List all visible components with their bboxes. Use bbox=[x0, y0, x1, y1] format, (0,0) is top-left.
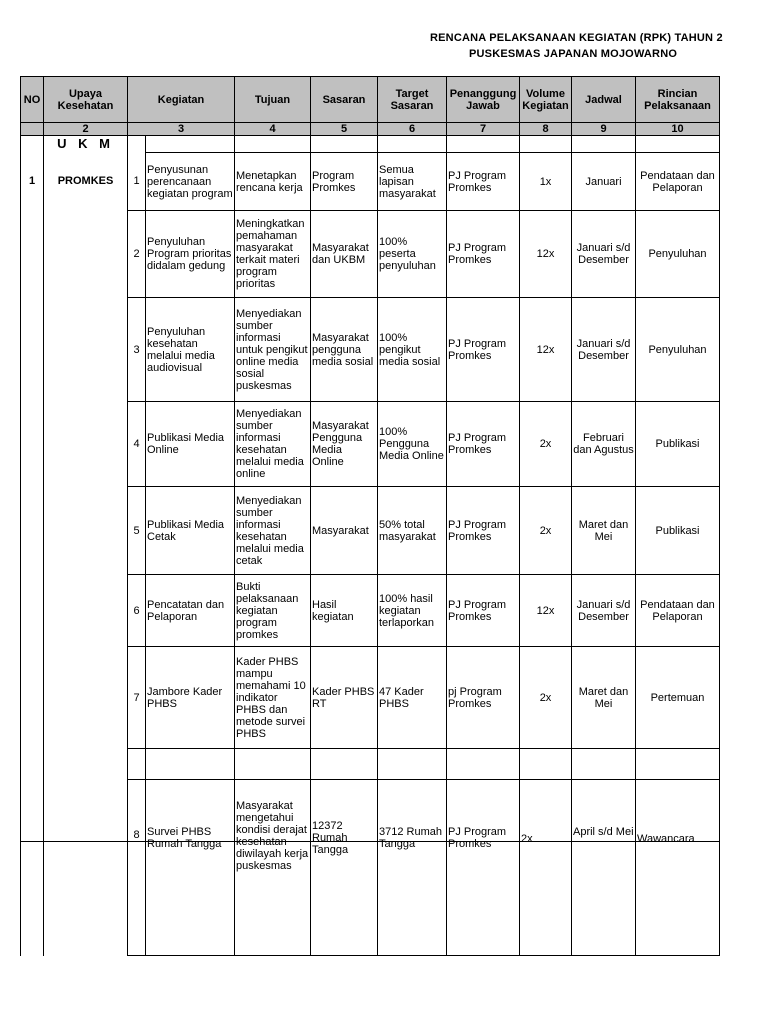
cell-kegiatan: Penyusunan perencanaan kegiatan program bbox=[146, 153, 235, 211]
cell-kegiatan: Penyuluhan Program prioritas didalam gedung bbox=[146, 211, 235, 298]
col-header-jadwal: Jadwal bbox=[572, 77, 636, 123]
cell-pj: PJ Program Promkes bbox=[447, 211, 520, 298]
row-number: 5 bbox=[128, 487, 146, 575]
cell-volume: 1x bbox=[520, 153, 572, 211]
cell-jadwal: Januari bbox=[572, 153, 636, 211]
cell-volume: 2x bbox=[520, 402, 572, 487]
section-cell bbox=[378, 136, 447, 153]
group-number-continued bbox=[21, 780, 44, 956]
group-number: 1 bbox=[21, 153, 44, 842]
cell-jadwal: Maret dan Mei bbox=[572, 487, 636, 575]
col-number: 2 bbox=[44, 123, 128, 136]
section-cell bbox=[128, 136, 146, 153]
section-row bbox=[21, 136, 720, 153]
cell-sasaran: Hasil kegiatan bbox=[311, 575, 378, 647]
cell-rincian: Penyuluhan bbox=[636, 298, 720, 402]
cell-target: 100% pengikut media sosial bbox=[378, 298, 447, 402]
cell-rincian: Pendataan dan Pelaporan bbox=[636, 575, 720, 647]
row-number: 1 bbox=[128, 153, 146, 211]
cell-tujuan: Masyarakat mengetahui kondisi derajat kesehatan diwilayah kerja puskesmas bbox=[235, 780, 311, 956]
row-number: 6 bbox=[128, 575, 146, 647]
cell-pj: PJ Program Promkes bbox=[447, 402, 520, 487]
section-cell bbox=[146, 136, 235, 153]
row-number: 2 bbox=[128, 211, 146, 298]
col-number: 10 bbox=[636, 123, 720, 136]
col-header-sasaran: Sasaran bbox=[311, 77, 378, 123]
row-number: 3 bbox=[128, 298, 146, 402]
cell-sasaran: Kader PHBS RT bbox=[311, 647, 378, 749]
col-number bbox=[21, 123, 44, 136]
cell-sasaran: Masyarakat Pengguna Media Online bbox=[311, 402, 378, 487]
cell-volume: 12x bbox=[520, 575, 572, 647]
cell-sasaran: 12372 Rumah Tangga bbox=[311, 780, 378, 956]
cell-kegiatan: Penyuluhan kesehatan melalui media audiovisual bbox=[146, 298, 235, 402]
cell-sasaran: Masyarakat pengguna media sosial bbox=[311, 298, 378, 402]
table-row bbox=[21, 780, 720, 956]
rpk-table-continuation bbox=[20, 779, 720, 956]
cell-jadwal: April s/d Mei bbox=[572, 780, 636, 956]
rpk-table bbox=[20, 76, 720, 842]
header-row bbox=[21, 77, 720, 123]
cell-jadwal: Maret dan Mei bbox=[572, 647, 636, 749]
cell-pj: PJ Program Promkes bbox=[447, 575, 520, 647]
cell-jadwal: Januari s/d Desember bbox=[572, 211, 636, 298]
cell-tujuan: Menetapkan rencana kerja bbox=[235, 153, 311, 211]
row-number: 4 bbox=[128, 402, 146, 487]
cell-tujuan: Bukti pelaksanaan kegiatan program promkes bbox=[235, 575, 311, 647]
col-number: 8 bbox=[520, 123, 572, 136]
cell-tujuan: Meningkatkan pemahaman masyarakat terkait materi program prioritas bbox=[235, 211, 311, 298]
col-header-no: NO bbox=[21, 77, 44, 123]
cell-kegiatan: Publikasi Media Cetak bbox=[146, 487, 235, 575]
section-cell bbox=[572, 136, 636, 153]
cell-rincian: Penyuluhan bbox=[636, 211, 720, 298]
cell-target: 100% hasil kegiatan terlaporkan bbox=[378, 575, 447, 647]
group-upaya-continued bbox=[44, 780, 128, 956]
col-number: 3 bbox=[128, 123, 235, 136]
col-header-rincian: Rincian Pelaksanaan bbox=[636, 77, 720, 123]
cell-jadwal: Januari s/d Desember bbox=[572, 298, 636, 402]
cell-target: 50% total masyarakat bbox=[378, 487, 447, 575]
cell-target: 47 Kader PHBS bbox=[378, 647, 447, 749]
row-number bbox=[128, 780, 146, 956]
cell-sasaran: Masyarakat dan UKBM bbox=[311, 211, 378, 298]
cell-volume: 2x bbox=[520, 647, 572, 749]
cell-jadwal: Februari dan Agustus bbox=[572, 402, 636, 487]
row-number: 7 bbox=[128, 647, 146, 749]
col-header-tujuan: Tujuan bbox=[235, 77, 311, 123]
document-subtitle: PUSKESMAS JAPANAN MOJOWARNO bbox=[469, 48, 678, 60]
group-upaya: PROMKES bbox=[44, 153, 128, 842]
cell-pj: PJ Program Promkes bbox=[447, 298, 520, 402]
cell-rincian: Pendataan dan Pelaporan bbox=[636, 153, 720, 211]
section-cell bbox=[311, 136, 378, 153]
cell-kegiatan: Publikasi Media Online bbox=[146, 402, 235, 487]
cell-sasaran: Program Promkes bbox=[311, 153, 378, 211]
section-cell bbox=[636, 136, 720, 153]
cell-volume: 12x bbox=[520, 211, 572, 298]
cell-target: 100% peserta penyuluhan bbox=[378, 211, 447, 298]
cell-rincian: Wawancara bbox=[636, 780, 720, 956]
cell-jadwal: Januari s/d Desember bbox=[572, 575, 636, 647]
cell-pj: PJ Program Promkes bbox=[447, 487, 520, 575]
col-header-upaya: Upaya Kesehatan bbox=[44, 77, 128, 123]
col-header-target: Target Sasaran bbox=[378, 77, 447, 123]
col-number: 6 bbox=[378, 123, 447, 136]
cell-tujuan: Menyediakan sumber informasi untuk pengikut online media sosial puskesmas bbox=[235, 298, 311, 402]
cell-target: 3712 Rumah Tangga bbox=[378, 780, 447, 956]
section-cell bbox=[447, 136, 520, 153]
column-number-row bbox=[21, 123, 720, 136]
cell-rincian: Publikasi bbox=[636, 402, 720, 487]
cell-tujuan: Kader PHBS mampu memahami 10 indikator PHBS dan metode survei PHBS bbox=[235, 647, 311, 749]
col-header-pj: Penanggung Jawab bbox=[447, 77, 520, 123]
cell-target: Semua lapisan masyarakat bbox=[378, 153, 447, 211]
cell-tujuan: Menyediakan sumber informasi kesehatan melalui media cetak bbox=[235, 487, 311, 575]
cell-pj: PJ Program Promkes bbox=[447, 780, 520, 956]
col-header-volume: Volume Kegiatan bbox=[520, 77, 572, 123]
section-label: U K M bbox=[44, 136, 128, 153]
section-cell bbox=[21, 136, 44, 153]
cell-pj: pj Program Promkes bbox=[447, 647, 520, 749]
cell-volume: 2x bbox=[520, 487, 572, 575]
cell-kegiatan: Survei PHBS Rumah Tangga bbox=[146, 780, 235, 956]
cell-kegiatan: Pencatatan dan Pelaporan bbox=[146, 575, 235, 647]
cell-rincian: Publikasi bbox=[636, 487, 720, 575]
col-number: 5 bbox=[311, 123, 378, 136]
row-number: 8 bbox=[128, 749, 146, 842]
cell-volume: 2x bbox=[520, 780, 572, 956]
cell-pj: PJ Program Promkes bbox=[447, 153, 520, 211]
section-cell bbox=[235, 136, 311, 153]
document-title: RENCANA PELAKSANAAN KEGIATAN (RPK) TAHUN 2 bbox=[430, 32, 723, 44]
cell-volume: 12x bbox=[520, 298, 572, 402]
col-number: 9 bbox=[572, 123, 636, 136]
cell-rincian: Pertemuan bbox=[636, 647, 720, 749]
table-row bbox=[21, 153, 720, 211]
col-number: 7 bbox=[447, 123, 520, 136]
col-header-kegiatan: Kegiatan bbox=[128, 77, 235, 123]
col-number: 4 bbox=[235, 123, 311, 136]
cell-sasaran: Masyarakat bbox=[311, 487, 378, 575]
cell-target: 100% Pengguna Media Online bbox=[378, 402, 447, 487]
cell-tujuan: Menyediakan sumber informasi kesehatan melalui media online bbox=[235, 402, 311, 487]
section-cell bbox=[520, 136, 572, 153]
cell-kegiatan: Jambore Kader PHBS bbox=[146, 647, 235, 749]
